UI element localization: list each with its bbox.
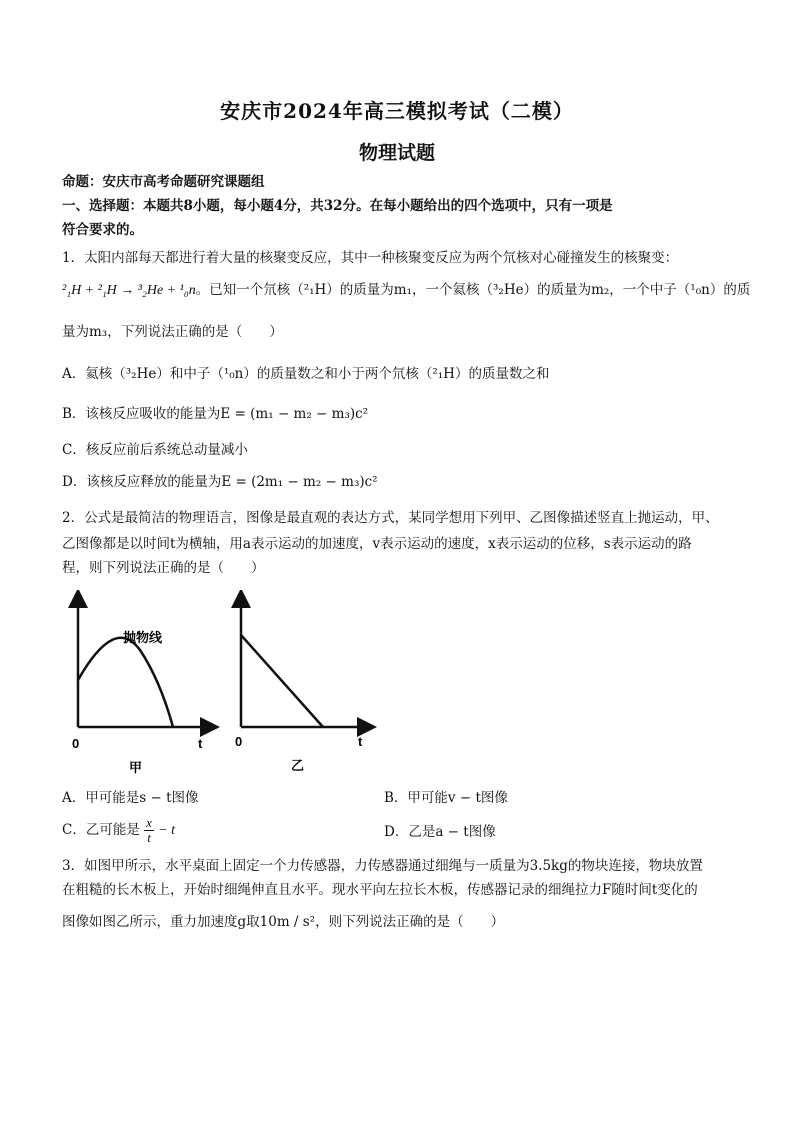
q2-option-c-suffix: − t	[158, 823, 176, 838]
q2-option-c-denominator: t	[147, 830, 151, 845]
yi-straight-line	[241, 635, 323, 727]
figure-jia	[60, 590, 220, 780]
jia-caption: 甲	[129, 760, 143, 775]
q3-stem-line3: 图像如图乙所示，重力加速度g取10m / s²，则下列说法正确的是（ ）	[62, 914, 505, 930]
jia-t-label: t	[198, 736, 203, 751]
q2-option-c-prefix: C．乙可能是	[62, 822, 140, 838]
q2-stem-line3: 程，则下列说法正确的是（ ）	[62, 560, 265, 576]
q2-option-a[interactable]: A．甲可能是s − t图像	[62, 790, 199, 806]
q1-stem-line1: 1．太阳内部每天都进行着大量的核聚变反应，其中一种核聚变反应为两个氘核对心碰撞发生的核聚变：	[62, 250, 679, 266]
exam-title: 安庆市2024年高三模拟考试（二模）	[220, 99, 574, 123]
q1-stem-line3: 量为m₃，下列说法正确的是（ ）	[62, 324, 283, 340]
q1-equation: ²₁H + ²₁H → ³₂He + ¹₀n	[62, 283, 196, 298]
section-heading-line2: 符合要求的。	[62, 222, 143, 238]
jia-origin-label: 0	[72, 736, 80, 751]
q1-option-a[interactable]: A．氦核（³₂He）和中子（¹₀n）的质量数之和小于两个氘核（²₁H）的质量数之和	[62, 366, 550, 382]
q2-stem-line1: 2．公式是最简洁的物理语言，图像是最直观的表达方式，某同学想用下列甲、乙图像描述竖直上抛运动，甲、	[62, 510, 719, 526]
q2-option-c-numerator: x	[146, 815, 152, 830]
q2-option-d[interactable]: D．乙是a − t图像	[384, 824, 496, 840]
q1-option-d[interactable]: D．该核反应释放的能量为E = (2m₁ − m₂ − m₃)c²	[62, 474, 378, 490]
yi-origin-label: 0	[235, 734, 243, 749]
exam-subtitle: 物理试题	[358, 142, 435, 164]
q1-stem-line2-text: 。已知一个氘核（²₁H）的质量为m₁，一个氦核（³₂He）的质量为m₂，一个中子（¹₀n）的质	[195, 282, 751, 298]
q1-stem-line2	[62, 280, 750, 301]
yi-t-label: t	[358, 734, 363, 749]
author-line: 命题：安庆市高考命题研究课题组	[62, 174, 265, 190]
q2-stem-line2: 乙图像都是以时间t为横轴，用a表示运动的加速度，v表示运动的速度，x表示运动的位移，s表示运动的路	[62, 536, 692, 552]
section-heading-line1: 一、选择题：本题共8小题，每小题4分，共32分。在每小题给出的四个选项中，只有一项是	[62, 198, 613, 214]
q2-option-c[interactable]	[62, 816, 175, 845]
q3-stem-line2: 在粗糙的长木板上，开始时细绳伸直且水平。现水平向左拉长木板，传感器记录的细绳拉力F随时间t变化的	[62, 882, 698, 898]
q3-stem-line1: 3．如图甲所示，水平桌面上固定一个力传感器，力传感器通过细绳与一质量为3.5kg的物块连接，物块放置	[62, 858, 703, 874]
q1-option-b[interactable]: B．该核反应吸收的能量为E = (m₁ − m₂ − m₃)c²	[62, 406, 369, 422]
jia-curve-label: 抛物线	[123, 630, 163, 645]
yi-caption: 乙	[291, 758, 305, 773]
q2-option-c-fraction	[144, 816, 154, 845]
q2-option-b[interactable]: B．甲可能v − t图像	[384, 790, 508, 806]
figure-yi	[225, 590, 385, 780]
jia-parabola-curve	[78, 638, 173, 727]
q1-option-c[interactable]: C．核反应前后系统总动量减小	[62, 442, 248, 458]
